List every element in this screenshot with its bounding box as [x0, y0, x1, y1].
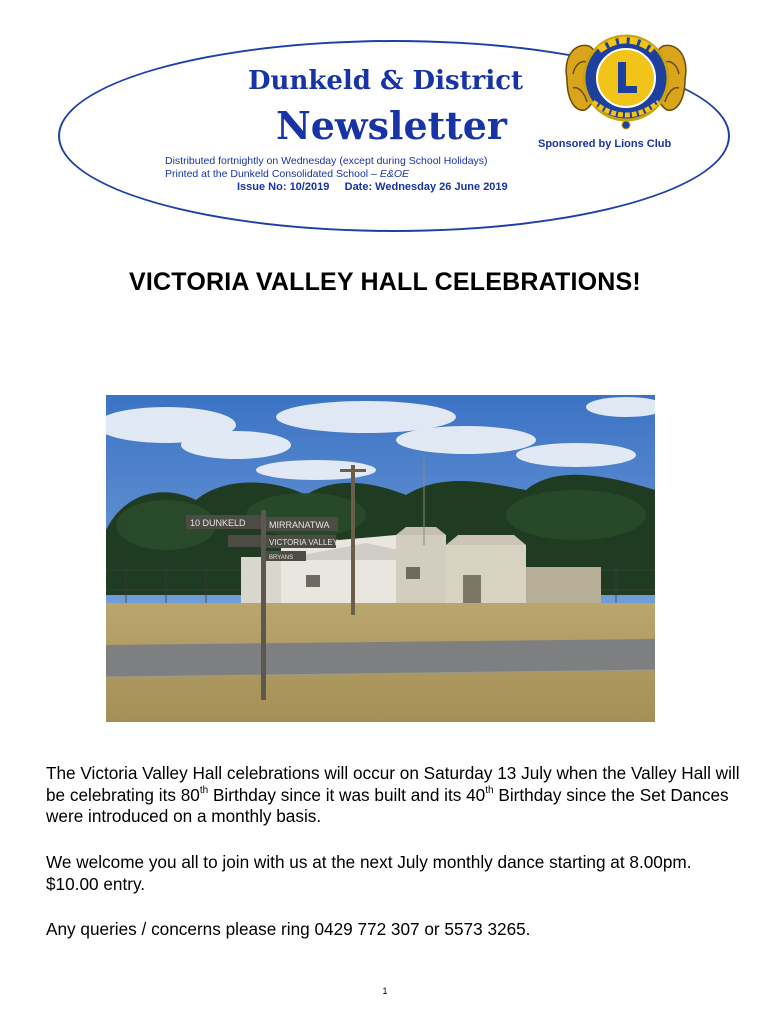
- article-paragraph-3: Any queries / concerns please ring 0429 772 307 or 5573 3265.: [46, 919, 531, 939]
- article-paragraph-1: [46, 763, 746, 828]
- p1-text-a: The Victoria Valley Hall celebrations will occur on Saturday 13 July when the Valley Hall will be celebrating its 80: [46, 763, 740, 805]
- sign-text-bryans: BRYANS: [269, 555, 294, 561]
- article-headline: VICTORIA VALLEY HALL CELEBRATIONS!: [129, 268, 641, 296]
- distribution-note: Distributed fortnightly on Wednesday (except during School Holidays): [165, 155, 488, 167]
- page-number: 1: [382, 986, 388, 996]
- issue-line: [237, 181, 597, 193]
- p1-text-b: Birthday since it was built and its 40: [208, 784, 486, 805]
- sign-text-victoria-valley: VICTORIA VALLEY: [269, 538, 339, 547]
- hall-photo: [106, 395, 655, 722]
- issue-date: Date: Wednesday 26 June 2019: [344, 181, 508, 193]
- printed-text: Printed at the Dunkeld Consolidated School –: [165, 168, 380, 180]
- sign-text-mirranatwa: MIRRANATWA: [269, 520, 330, 530]
- sign-text-dunkeld: 10 DUNKELD: [190, 518, 246, 528]
- lions-club-logo-icon: [561, 24, 691, 134]
- issue-number: Issue No: 10/2019: [237, 181, 330, 193]
- p1-text-c: Birthday since the Set Dances were introduced on a monthly basis.: [46, 784, 729, 826]
- printed-note: [165, 168, 585, 180]
- p1-ordinal-1: th: [199, 784, 209, 796]
- article-paragraph-2: We welcome you all to join with us at the next July monthly dance starting at 8.00pm. $10.00 entry.: [46, 852, 692, 894]
- eoe-text: E&OE: [379, 168, 409, 180]
- p1-ordinal-2: th: [485, 784, 494, 796]
- masthead-title: Dunkeld & District: [248, 66, 524, 96]
- sponsor-note: Sponsored by Lions Club: [538, 138, 672, 150]
- masthead-newsletter: Newsletter: [276, 103, 507, 148]
